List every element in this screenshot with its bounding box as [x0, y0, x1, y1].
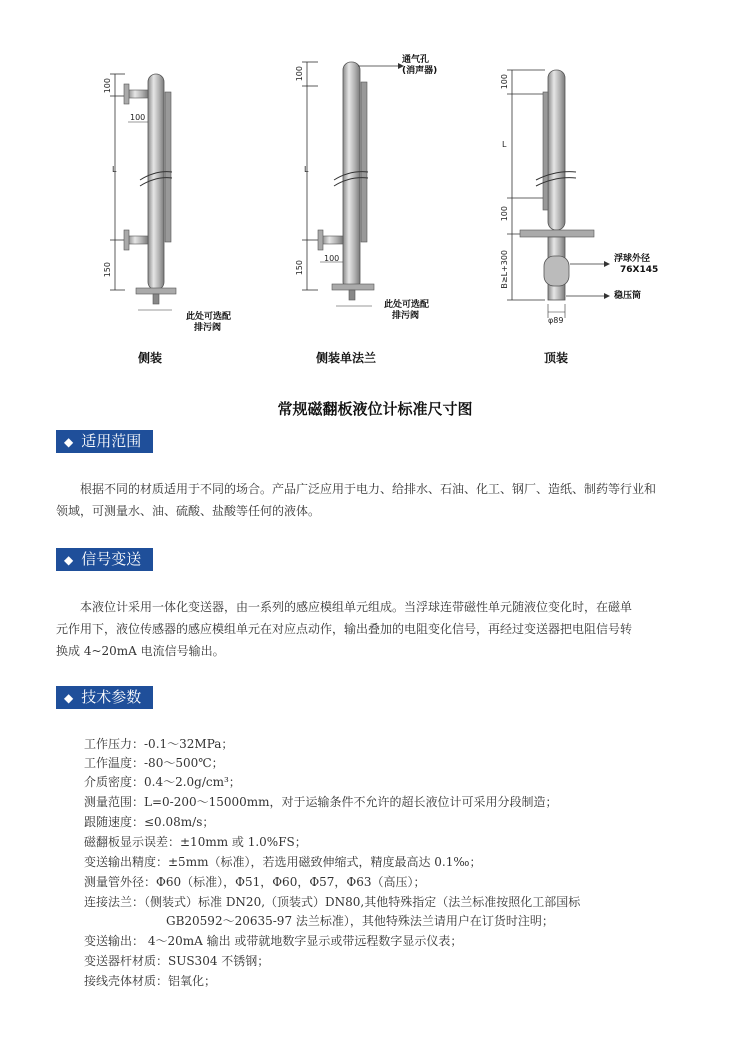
param-item: 变送输出精度：±5mm（标准），若选用磁致伸缩式，精度最高达 0.1‰； — [84, 855, 482, 869]
signal-paragraph — [56, 596, 716, 662]
param-item: 测量范围：L=0-200～15000mm，对于运输条件不允许的超长液位计可采用分段制造； — [84, 795, 558, 809]
param-item: 工作温度：-80～500℃； — [84, 756, 224, 770]
dimension-diagrams — [0, 0, 750, 380]
top-dim-bottom: B≥L+300 — [500, 250, 509, 289]
side-mount-diagram — [110, 74, 176, 310]
side-dim-L: L — [112, 165, 117, 174]
top-caption: 顶装 — [544, 351, 569, 365]
scope-paragraph — [56, 478, 716, 522]
param-item: 磁翻板显示误差：±10mm 或 1.0%FS； — [84, 835, 307, 849]
stabilizer-label: 稳压筒 — [614, 291, 642, 301]
vent-label — [402, 55, 437, 77]
section-title-signal: 信号变送 — [81, 550, 142, 568]
signal-line1: 本液位计采用一体化变送器，由一系列的感应模组单元组成。当浮球连带磁性单元随液位变化时，在磁单 — [80, 600, 633, 614]
top-mount-diagram — [507, 70, 610, 318]
scope-line2: 领域，可测量水、油、硫酸、盐酸等任何的液体。 — [56, 504, 321, 518]
param-item: 测量管外径：Φ60（标准），Φ51，Φ60，Φ57，Φ63（高压）； — [84, 875, 426, 889]
param-item: 工作压力：-0.1～32MPa； — [84, 737, 234, 751]
param-item: 接线壳体材质：铝氧化； — [84, 974, 217, 988]
top-dim-dia: φ89 — [548, 316, 564, 325]
param-item: GB20592～20635-97 法兰标准），其他特殊法兰请用户在订货时注明； — [166, 914, 554, 928]
section-header-scope — [56, 430, 153, 453]
section-header-signal — [56, 548, 153, 571]
side-note-line2: 排污阀 — [194, 323, 222, 333]
param-item: 跟随速度：≤0.08m/s； — [84, 815, 215, 829]
scope-line1: 根据不同的材质适用于不同的场合。产品广泛应用于电力、给排水、石油、化工、钢厂、造纸、制药等行业和 — [80, 482, 657, 496]
diamond-icon: ◆ — [64, 553, 74, 567]
param-item: 介质密度：0.4～2.0g/cm³； — [84, 775, 241, 789]
top-dim-L: L — [502, 140, 507, 149]
flange-dim-bottom: 150 — [295, 260, 304, 276]
param-item: 连接法兰：（侧装式）标准 DN20,（顶装式）DN80,其他特殊指定（法兰标准按照化工部国标 — [84, 895, 581, 909]
flange-note-line2: 排污阀 — [392, 311, 420, 321]
signal-line3: 换成 4~20mA 电流信号输出。 — [56, 644, 225, 658]
param-item: 变送器杆材质：SUS304 不锈钢； — [84, 954, 270, 968]
flange-drain-note — [384, 300, 429, 322]
side-dim-width: 100 — [130, 113, 146, 122]
float-line2: 76X145 — [620, 265, 659, 275]
diagram-drawing — [0, 0, 750, 380]
side-flange-diagram — [302, 62, 404, 306]
side-caption: 侧装 — [138, 351, 163, 365]
vent-line2: (消声器) — [402, 66, 438, 76]
page-title: 常规磁翻板液位计标准尺寸图 — [277, 400, 473, 418]
flange-dim-width: 100 — [324, 254, 340, 263]
float-line1: 浮球外径 — [614, 254, 651, 264]
diamond-icon: ◆ — [64, 435, 74, 449]
signal-line2: 元作用下，液位传感器的感应模组单元在对应点动作，输出叠加的电阻变化信号，再经过变送器把电阻信号转 — [56, 622, 633, 636]
diamond-icon: ◆ — [64, 691, 74, 705]
side-drain-note — [186, 312, 231, 334]
top-dim-top: 100 — [500, 74, 509, 90]
float-label — [614, 254, 658, 276]
side-dim-bottom: 150 — [103, 262, 112, 278]
section-title-scope: 适用范围 — [81, 432, 142, 450]
section-title-tech: 技术参数 — [81, 688, 142, 706]
side-dim-top: 100 — [103, 78, 112, 94]
vent-line1: 通气孔 — [402, 55, 430, 65]
side-note-line1: 此处可选配 — [186, 312, 232, 322]
section-header-tech — [56, 686, 153, 709]
flange-dim-top: 100 — [295, 66, 304, 82]
flange-caption: 侧装单法兰 — [316, 351, 377, 365]
flange-note-line1: 此处可选配 — [384, 300, 430, 310]
flange-dim-L: L — [304, 165, 309, 174]
param-item: 变送输出： 4～20mA 输出 或带就地数字显示或带远程数字显示仪表； — [84, 934, 463, 948]
top-dim-mid: 100 — [500, 206, 509, 222]
